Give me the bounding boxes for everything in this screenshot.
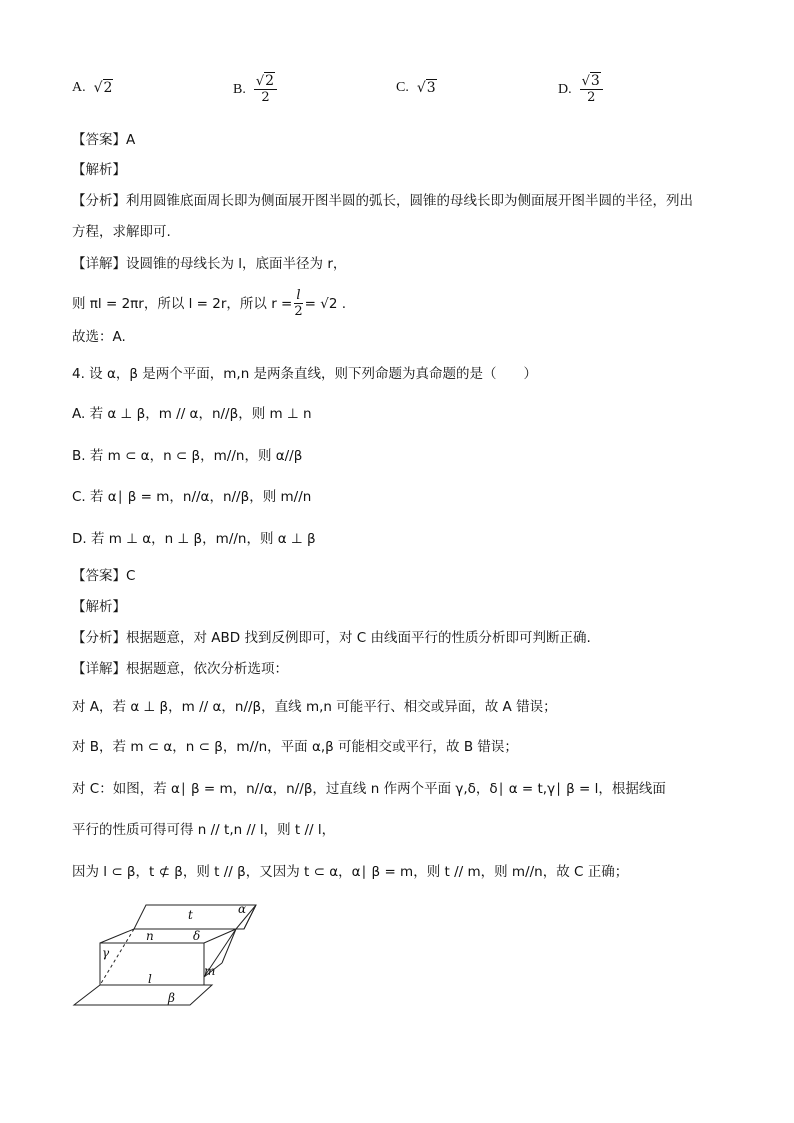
option-c-label: C. (396, 80, 409, 95)
option-d (558, 74, 603, 105)
q4-fenxi: 【分析】根据题意，对 ABD 找到反例即可，对 C 由线面平行的性质分析即可判断正确. (72, 630, 591, 646)
option-a-value: √2 (93, 80, 113, 96)
q3-fenxi-1: 【分析】利用圆锥底面周长即为侧面展开图半圆的弧长，圆锥的母线长即为侧面展开图半圆的半径，列出 (72, 193, 693, 209)
q3-xiangjie-2-text-b: = √2 . (304, 295, 347, 312)
label-l: l (148, 972, 152, 986)
option-c-value: √3 (416, 80, 436, 96)
q3-xiangjie-2-fraction: $\frac{l}{2}$ (294, 288, 303, 319)
q3-answer: 【答案】A (72, 132, 136, 148)
option-d-label: D. (558, 81, 572, 97)
q4-option-b: B. 若 m ⊂ α，n ⊂ β，m//n，则 α//β (72, 448, 303, 464)
q4-xiangjie: 【详解】根据题意，依次分析选项： (72, 661, 288, 677)
box-top (100, 929, 236, 943)
q3-xiangjie-2-text-a: 则 πl = 2πr，所以 l = 2r，所以 r = (72, 295, 293, 312)
option-b-label: B. (233, 81, 246, 97)
box-front (100, 943, 204, 985)
q3-choose: 故选：A. (72, 329, 126, 345)
q3-xiangjie-2 (72, 288, 346, 319)
q3-fenxi-2: 方程，求解即可. (72, 224, 171, 240)
q4-answer: 【答案】C (72, 568, 136, 584)
q4-dui-b: 对 B，若 m ⊂ α，n ⊂ β，m//n，平面 α,β 可能相交或平行，故 B 错误； (72, 739, 518, 755)
label-t: t (188, 908, 193, 922)
option-a (72, 80, 113, 96)
q3-analysis: 【解析】 (72, 162, 126, 178)
q4-dui-c-3: 因为 l ⊂ β，t ⊄ β，则 t // β，又因为 t ⊂ α，α∣ β = m，则 t // m，则 m//n，故 C 正确； (72, 864, 629, 880)
q4-option-a: A. 若 α ⊥ β，m // α，n//β，则 m ⊥ n (72, 406, 312, 422)
q4-dui-c-2: 平行的性质可得可得 n // t,n // l，则 t // l， (72, 822, 336, 838)
q3-xiangjie-1: 【详解】设圆锥的母线长为 l，底面半径为 r， (72, 256, 347, 272)
option-b (233, 74, 277, 105)
label-m: m (204, 964, 216, 978)
q4-stem: 4. 设 α，β 是两个平面，m,n 是两条直线，则下列命题为真命题的是（ ） (72, 366, 538, 382)
option-c (396, 80, 437, 96)
q4-dui-a: 对 A，若 α ⊥ β，m // α，n//β，直线 m,n 可能平行、相交或异面，故 A 错误； (72, 699, 557, 715)
label-gamma: γ (102, 946, 110, 960)
q4-option-d: D. 若 m ⊥ α，n ⊥ β，m//n，则 α ⊥ β (72, 531, 316, 547)
q4-dui-c-1: 对 C：如图，若 α∣ β = m，n//α，n//β，过直线 n 作两个平面 γ,δ，δ∣ α = t,γ∣ β = l，根据线面 (72, 781, 666, 797)
planes-figure (72, 897, 272, 1012)
q4-option-c: C. 若 α∣ β = m，n//α，n//β，则 m//n (72, 489, 312, 505)
option-b-value: $\frac{√2}{2}$ (254, 74, 277, 105)
q4-analysis: 【解析】 (72, 599, 126, 615)
option-a-label: A. (72, 80, 86, 95)
label-delta: δ (193, 929, 201, 943)
label-alpha: α (238, 902, 247, 916)
label-n: n (146, 929, 154, 943)
label-beta: β (168, 991, 175, 1005)
option-d-value: $\frac{√3}{2}$ (580, 74, 603, 105)
plane-beta (74, 985, 212, 1005)
